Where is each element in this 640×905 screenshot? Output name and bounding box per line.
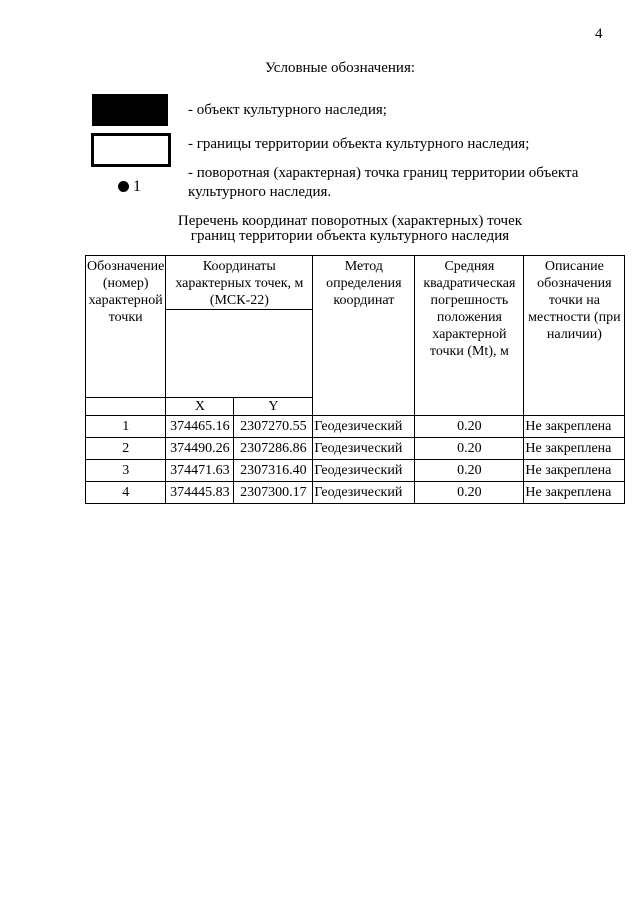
cell-description: Не закреплена <box>524 416 625 438</box>
header-designation-spacer <box>86 398 166 416</box>
cell-method: Геодезический <box>313 416 415 438</box>
coordinates-table <box>85 255 625 504</box>
cell-x: 374445.83 <box>166 482 234 504</box>
cell-method: Геодезический <box>313 438 415 460</box>
table-row <box>86 416 625 438</box>
cell-number: 4 <box>86 482 166 504</box>
heritage-object-symbol <box>92 94 168 126</box>
cell-description: Не закреплена <box>524 482 625 504</box>
legend-item-territory-boundary: - границы территории объекта культурного наследия; <box>188 136 530 152</box>
cell-y: 2307316.40 <box>234 460 313 482</box>
cell-y: 2307300.17 <box>234 482 313 504</box>
table-row <box>86 438 625 460</box>
table-row <box>86 460 625 482</box>
legend-title: Условные обозначения: <box>264 60 416 76</box>
territory-boundary-symbol <box>91 133 171 167</box>
header-coordinates-spacer <box>166 310 313 398</box>
table-row <box>86 482 625 504</box>
page-number: 4 <box>595 26 603 42</box>
legend-item-turning-point: - поворотная (характерная) точка границ территории объекта культурного наследия. <box>188 165 579 200</box>
header-error: Средняя квадратическая погрешность положения характерной точки (Mt), м <box>415 256 524 416</box>
point-symbol-label: 1 <box>133 178 141 195</box>
cell-number: 3 <box>86 460 166 482</box>
turning-point-symbol <box>118 178 141 196</box>
header-x: X <box>166 398 234 416</box>
cell-error: 0.20 <box>415 416 524 438</box>
cell-x: 374471.63 <box>166 460 234 482</box>
cell-error: 0.20 <box>415 482 524 504</box>
cell-x: 374465.16 <box>166 416 234 438</box>
table-title-line-1: Перечень координат поворотных (характерных) точек <box>177 213 523 229</box>
cell-method: Геодезический <box>313 460 415 482</box>
table-title-line-2: границ территории объекта культурного наследия <box>190 228 510 244</box>
cell-error: 0.20 <box>415 438 524 460</box>
cell-number: 1 <box>86 416 166 438</box>
point-dot-icon <box>118 181 129 192</box>
cell-description: Не закреплена <box>524 460 625 482</box>
cell-y: 2307286.86 <box>234 438 313 460</box>
cell-x: 374490.26 <box>166 438 234 460</box>
cell-error: 0.20 <box>415 460 524 482</box>
legend-item-heritage-object: - объект культурного наследия; <box>188 102 387 118</box>
cell-description: Не закреплена <box>524 438 625 460</box>
cell-y: 2307270.55 <box>234 416 313 438</box>
header-y: Y <box>234 398 313 416</box>
header-description: Описание обозначения точки на местности (при наличии) <box>524 256 625 416</box>
cell-number: 2 <box>86 438 166 460</box>
table-title <box>120 214 580 244</box>
cell-method: Геодезический <box>313 482 415 504</box>
header-method: Метод определения координат <box>313 256 415 416</box>
header-designation: Обозначение (номер) характерной точки <box>86 256 166 398</box>
header-coordinates: Координаты характерных точек, м (МСК-22) <box>166 256 313 310</box>
